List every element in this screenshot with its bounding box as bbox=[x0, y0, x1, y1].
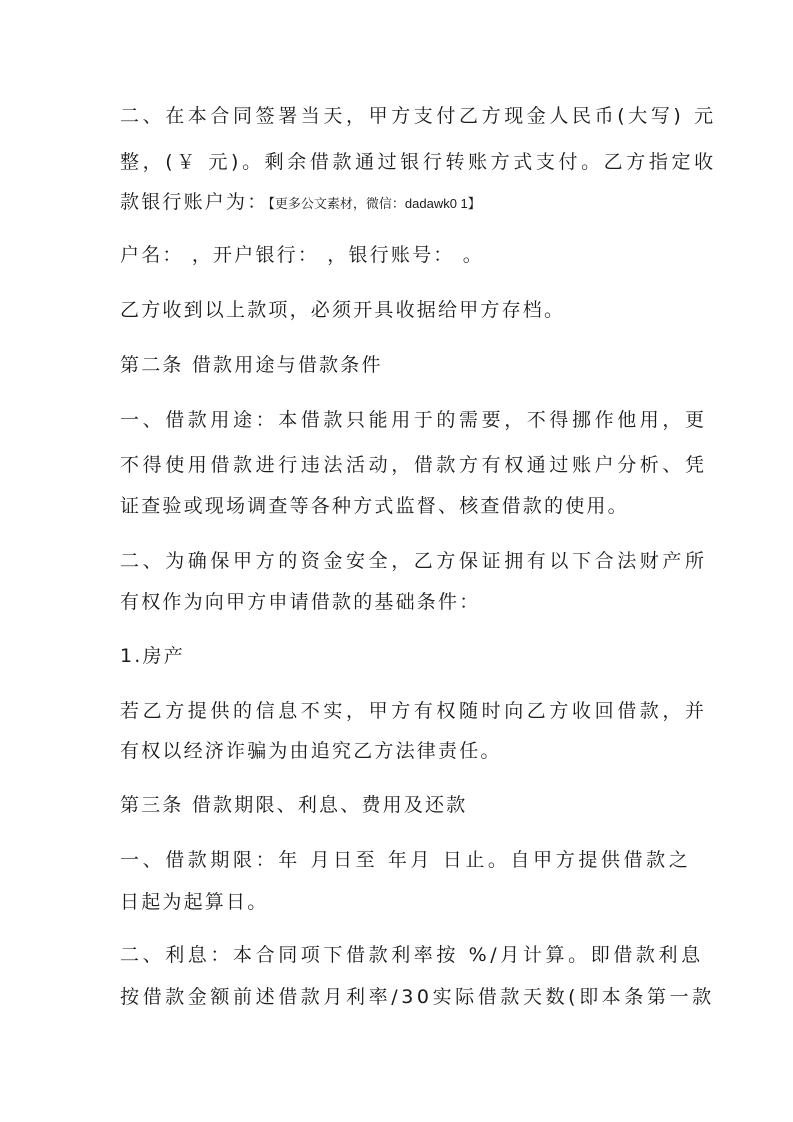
paragraph-line-text: 款银行账户为： bbox=[120, 191, 269, 213]
paragraph-line: 一、借款用途：本借款只能用于的需要，不得挪作他用，更 bbox=[120, 409, 708, 431]
paragraph-line: 若乙方提供的信息不实，甲方有权随时向乙方收回借款，并 bbox=[120, 700, 708, 722]
paragraph-line: 有权以经济诈骗为由追究乙方法律责任。 bbox=[120, 740, 502, 762]
paragraph-line: 二、利息：本合同项下借款利率按 %/月计算。即借款利息 bbox=[120, 944, 704, 966]
paragraph-line: 证查验或现场调查等各种方式监督、核查借款的使用。 bbox=[120, 495, 629, 517]
paragraph-line: 乙方收到以上款项，必须开具收据给甲方存档。 bbox=[120, 299, 566, 321]
paragraph-line: 二、在本合同签署当天，甲方支付乙方现金人民币(大写) 元 bbox=[120, 105, 717, 127]
paragraph-line: 不得使用借款进行违法活动，借款方有权通过账户分析、凭 bbox=[120, 454, 708, 476]
paragraph-line: 按借款金额前述借款月利率/30实际借款天数(即本条第一款 bbox=[120, 986, 715, 1008]
paragraph-line: 日起为起算日。 bbox=[120, 891, 269, 913]
section-heading: 第三条 借款期限、利息、费用及还款 bbox=[120, 794, 468, 816]
paragraph-line: 二、为确保甲方的资金安全，乙方保证拥有以下合法财产所 bbox=[120, 550, 708, 572]
paragraph-line: 有权作为向甲方申请借款的基础条件： bbox=[120, 591, 481, 613]
promo-note: 【更多公文素材，微信：dadawk0 1】 bbox=[268, 196, 481, 211]
section-heading: 第二条 借款用途与借款条件 bbox=[120, 354, 383, 376]
paragraph-line bbox=[120, 188, 680, 218]
paragraph-line: 一、借款期限：年 月日至 年月 日止。自甲方提供借款之 bbox=[120, 849, 692, 871]
list-item: 1.房产 bbox=[120, 645, 185, 667]
paragraph-line: 整，(￥ 元)。剩余借款通过银行转账方式支付。乙方指定收 bbox=[120, 151, 717, 173]
paragraph-line: 户名： ，开户银行： ，银行账号： 。 bbox=[120, 244, 484, 266]
